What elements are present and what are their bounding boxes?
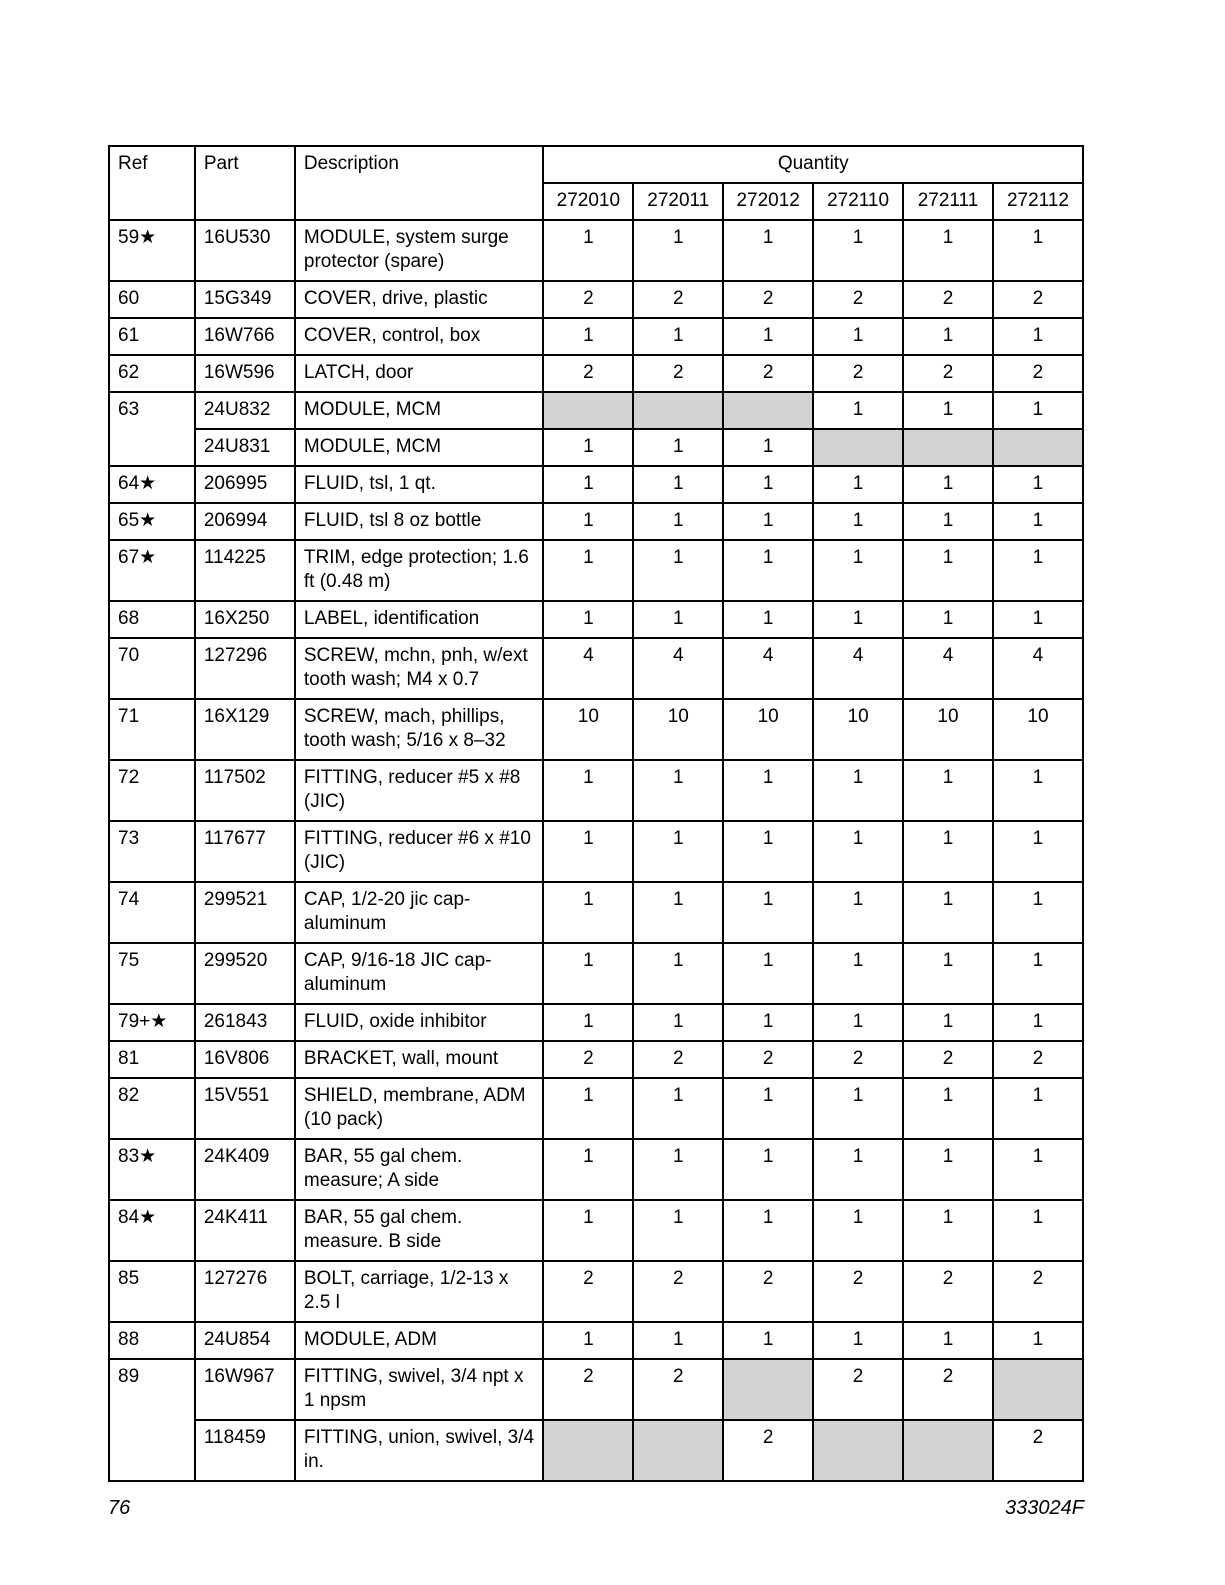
description-cell: FLUID, tsl 8 oz bottle: [295, 503, 544, 540]
quantity-cell: 2: [993, 281, 1083, 318]
quantity-cell: 1: [813, 760, 903, 821]
not-applicable-cell: [813, 429, 903, 466]
not-applicable-cell: [723, 392, 813, 429]
quantity-cell: 1: [633, 318, 723, 355]
quantity-cell: 2: [723, 281, 813, 318]
table-row: [109, 1004, 1083, 1041]
quantity-cell: 2: [633, 1359, 723, 1420]
table-row: [109, 281, 1083, 318]
part-cell: 24K409: [195, 1139, 295, 1200]
part-cell: 15G349: [195, 281, 295, 318]
quantity-cell: 1: [813, 220, 903, 281]
quantity-cell: 1: [633, 821, 723, 882]
quantity-cell: 1: [723, 503, 813, 540]
quantity-cell: 1: [903, 466, 993, 503]
part-cell: 24U831: [195, 429, 295, 466]
quantity-cell: 1: [813, 821, 903, 882]
ref-cell: 65★: [109, 503, 195, 540]
model-header: 272012: [723, 183, 813, 220]
quantity-cell: 1: [723, 220, 813, 281]
description-header: Description: [295, 146, 544, 220]
quantity-cell: 2: [993, 1261, 1083, 1322]
ref-cell: 89: [109, 1359, 195, 1481]
ref-cell: 79+★: [109, 1004, 195, 1041]
quantity-cell: 1: [723, 601, 813, 638]
quantity-cell: 1: [543, 1139, 633, 1200]
quantity-cell: 1: [543, 1322, 633, 1359]
quantity-cell: 2: [723, 355, 813, 392]
quantity-cell: 1: [813, 601, 903, 638]
quantity-cell: 1: [903, 760, 993, 821]
quantity-cell: 10: [543, 699, 633, 760]
quantity-cell: 1: [903, 318, 993, 355]
quantity-cell: 1: [903, 503, 993, 540]
quantity-cell: 2: [903, 355, 993, 392]
description-cell: FLUID, oxide inhibitor: [295, 1004, 544, 1041]
description-cell: COVER, drive, plastic: [295, 281, 544, 318]
quantity-cell: 1: [813, 1078, 903, 1139]
description-cell: MODULE, system surge protector (spare): [295, 220, 544, 281]
quantity-cell: 2: [813, 1041, 903, 1078]
quantity-cell: 1: [723, 1200, 813, 1261]
description-cell: FITTING, reducer #5 x #8 (JIC): [295, 760, 544, 821]
quantity-cell: 1: [903, 1200, 993, 1261]
table-row: [109, 1139, 1083, 1200]
description-cell: MODULE, ADM: [295, 1322, 544, 1359]
quantity-cell: 2: [903, 1041, 993, 1078]
description-cell: FLUID, tsl, 1 qt.: [295, 466, 544, 503]
description-cell: COVER, control, box: [295, 318, 544, 355]
table-row: [109, 1420, 1083, 1481]
part-header: Part: [195, 146, 295, 220]
quantity-cell: 2: [813, 281, 903, 318]
quantity-cell: 1: [813, 943, 903, 1004]
description-cell: MODULE, MCM: [295, 429, 544, 466]
quantity-cell: 2: [993, 1420, 1083, 1481]
ref-cell: 59★: [109, 220, 195, 281]
quantity-cell: 1: [633, 1004, 723, 1041]
quantity-cell: 1: [633, 601, 723, 638]
description-cell: LABEL, identification: [295, 601, 544, 638]
ref-cell: 72: [109, 760, 195, 821]
quantity-cell: 4: [723, 638, 813, 699]
quantity-cell: 10: [723, 699, 813, 760]
quantity-cell: 2: [813, 1261, 903, 1322]
ref-cell: 64★: [109, 466, 195, 503]
quantity-cell: 1: [993, 601, 1083, 638]
ref-header: Ref: [109, 146, 195, 220]
quantity-cell: 1: [633, 503, 723, 540]
quantity-cell: 1: [543, 429, 633, 466]
quantity-cell: 1: [723, 540, 813, 601]
quantity-cell: 1: [543, 466, 633, 503]
quantity-cell: 1: [723, 429, 813, 466]
quantity-cell: 1: [633, 466, 723, 503]
not-applicable-cell: [993, 1359, 1083, 1420]
quantity-cell: 1: [633, 943, 723, 1004]
quantity-cell: 2: [813, 1359, 903, 1420]
ref-cell: 71: [109, 699, 195, 760]
ref-cell: 85: [109, 1261, 195, 1322]
quantity-cell: 1: [813, 392, 903, 429]
quantity-cell: 1: [723, 466, 813, 503]
quantity-cell: 1: [903, 1322, 993, 1359]
quantity-cell: 1: [633, 1200, 723, 1261]
quantity-cell: 4: [993, 638, 1083, 699]
quantity-cell: 1: [903, 1004, 993, 1041]
description-cell: CAP, 9/16-18 JIC cap-aluminum: [295, 943, 544, 1004]
model-header: 272111: [903, 183, 993, 220]
part-cell: 117677: [195, 821, 295, 882]
description-cell: SCREW, mchn, pnh, w/ext tooth wash; M4 x 0.7: [295, 638, 544, 699]
quantity-cell: 1: [993, 943, 1083, 1004]
quantity-cell: 1: [543, 1078, 633, 1139]
part-cell: 206995: [195, 466, 295, 503]
table-row: [109, 355, 1083, 392]
quantity-cell: 1: [633, 760, 723, 821]
quantity-cell: 1: [813, 318, 903, 355]
quantity-cell: 1: [543, 760, 633, 821]
quantity-cell: 1: [813, 466, 903, 503]
quantity-cell: 2: [723, 1041, 813, 1078]
part-cell: 118459: [195, 1420, 295, 1481]
quantity-cell: 1: [543, 503, 633, 540]
description-cell: BAR, 55 gal chem. measure; A side: [295, 1139, 544, 1200]
quantity-cell: 1: [903, 943, 993, 1004]
table-row: [109, 1322, 1083, 1359]
quantity-cell: 1: [723, 1078, 813, 1139]
quantity-cell: 10: [633, 699, 723, 760]
quantity-cell: 1: [633, 1322, 723, 1359]
part-cell: 206994: [195, 503, 295, 540]
part-cell: 299521: [195, 882, 295, 943]
part-cell: 261843: [195, 1004, 295, 1041]
quantity-cell: 1: [813, 1139, 903, 1200]
table-row: [109, 1200, 1083, 1261]
model-header: 272011: [633, 183, 723, 220]
document-number: 333024F: [1005, 1497, 1084, 1519]
description-cell: FITTING, swivel, 3/4 npt x 1 npsm: [295, 1359, 544, 1420]
description-cell: SCREW, mach, phillips, tooth wash; 5/16 x 8–32: [295, 699, 544, 760]
table-row: [109, 638, 1083, 699]
description-cell: CAP, 1/2-20 jic cap-aluminum: [295, 882, 544, 943]
part-cell: 16W596: [195, 355, 295, 392]
quantity-cell: 1: [723, 318, 813, 355]
quantity-cell: 10: [813, 699, 903, 760]
ref-cell: 67★: [109, 540, 195, 601]
quantity-cell: 2: [723, 1420, 813, 1481]
quantity-cell: 1: [903, 882, 993, 943]
table-header: [109, 146, 1083, 220]
quantity-cell: 1: [723, 943, 813, 1004]
table-row: [109, 699, 1083, 760]
quantity-cell: 1: [543, 601, 633, 638]
quantity-cell: 10: [903, 699, 993, 760]
quantity-cell: 1: [993, 1322, 1083, 1359]
quantity-cell: 1: [633, 882, 723, 943]
table-row: [109, 882, 1083, 943]
quantity-cell: 1: [993, 882, 1083, 943]
quantity-cell: 1: [903, 392, 993, 429]
quantity-cell: 1: [543, 220, 633, 281]
quantity-cell: 4: [903, 638, 993, 699]
part-cell: 16V806: [195, 1041, 295, 1078]
not-applicable-cell: [633, 392, 723, 429]
table-row: [109, 466, 1083, 503]
ref-cell: 81: [109, 1041, 195, 1078]
ref-cell: 63: [109, 392, 195, 466]
ref-cell: 73: [109, 821, 195, 882]
quantity-cell: 2: [543, 1261, 633, 1322]
table-row: [109, 943, 1083, 1004]
table-row: [109, 821, 1083, 882]
not-applicable-cell: [543, 1420, 633, 1481]
ref-cell: 68: [109, 601, 195, 638]
quantity-cell: 1: [993, 318, 1083, 355]
quantity-cell: 1: [633, 540, 723, 601]
quantity-cell: 1: [723, 1322, 813, 1359]
quantity-cell: 1: [633, 429, 723, 466]
ref-cell: 84★: [109, 1200, 195, 1261]
page-number: 76: [108, 1497, 131, 1519]
quantity-cell: 1: [903, 1139, 993, 1200]
ref-cell: 62: [109, 355, 195, 392]
quantity-cell: 1: [723, 882, 813, 943]
table-row: [109, 1078, 1083, 1139]
description-cell: FITTING, reducer #6 x #10 (JIC): [295, 821, 544, 882]
description-cell: MODULE, MCM: [295, 392, 544, 429]
part-cell: 16X129: [195, 699, 295, 760]
part-cell: 24K411: [195, 1200, 295, 1261]
quantity-cell: 1: [723, 1004, 813, 1041]
table-row: [109, 760, 1083, 821]
table-row: [109, 318, 1083, 355]
part-cell: 15V551: [195, 1078, 295, 1139]
part-cell: 16U530: [195, 220, 295, 281]
quantity-cell: 2: [543, 1041, 633, 1078]
quantity-cell: 2: [543, 1359, 633, 1420]
not-applicable-cell: [903, 1420, 993, 1481]
quantity-cell: 2: [543, 281, 633, 318]
model-header: 272110: [813, 183, 903, 220]
description-cell: TRIM, edge protection; 1.6 ft (0.48 m): [295, 540, 544, 601]
ref-cell: 88: [109, 1322, 195, 1359]
quantity-cell: 2: [993, 355, 1083, 392]
part-cell: 299520: [195, 943, 295, 1004]
quantity-cell: 1: [903, 601, 993, 638]
quantity-cell: 1: [993, 220, 1083, 281]
quantity-cell: 2: [813, 355, 903, 392]
not-applicable-cell: [723, 1359, 813, 1420]
part-cell: 24U854: [195, 1322, 295, 1359]
quantity-cell: 1: [903, 220, 993, 281]
table-row: [109, 601, 1083, 638]
part-cell: 16X250: [195, 601, 295, 638]
description-cell: BAR, 55 gal chem. measure. B side: [295, 1200, 544, 1261]
quantity-cell: 1: [903, 1078, 993, 1139]
ref-cell: 70: [109, 638, 195, 699]
quantity-cell: 1: [993, 821, 1083, 882]
quantity-cell: 2: [723, 1261, 813, 1322]
table-row: [109, 220, 1083, 281]
quantity-cell: 1: [723, 1139, 813, 1200]
quantity-cell: 1: [813, 540, 903, 601]
quantity-cell: 1: [993, 540, 1083, 601]
part-cell: 127276: [195, 1261, 295, 1322]
part-cell: 127296: [195, 638, 295, 699]
quantity-cell: 10: [993, 699, 1083, 760]
table-row: [109, 503, 1083, 540]
table-row: [109, 540, 1083, 601]
quantity-cell: 1: [633, 220, 723, 281]
ref-cell: 61: [109, 318, 195, 355]
quantity-cell: 1: [993, 466, 1083, 503]
not-applicable-cell: [993, 429, 1083, 466]
quantity-cell: 2: [543, 355, 633, 392]
quantity-cell: 1: [543, 318, 633, 355]
quantity-cell: 1: [903, 821, 993, 882]
ref-cell: 82: [109, 1078, 195, 1139]
description-cell: BRACKET, wall, mount: [295, 1041, 544, 1078]
quantity-cell: 2: [993, 1041, 1083, 1078]
part-cell: 16W967: [195, 1359, 295, 1420]
quantity-cell: 2: [903, 1359, 993, 1420]
quantity-cell: 1: [723, 821, 813, 882]
table-row: [109, 1041, 1083, 1078]
description-cell: LATCH, door: [295, 355, 544, 392]
quantity-cell: 1: [993, 1004, 1083, 1041]
not-applicable-cell: [633, 1420, 723, 1481]
quantity-cell: 1: [993, 760, 1083, 821]
part-cell: 117502: [195, 760, 295, 821]
quantity-cell: 4: [813, 638, 903, 699]
not-applicable-cell: [543, 392, 633, 429]
not-applicable-cell: [813, 1420, 903, 1481]
table-row: [109, 429, 1083, 466]
quantity-cell: 1: [813, 882, 903, 943]
quantity-cell: 1: [903, 540, 993, 601]
quantity-cell: 2: [633, 1041, 723, 1078]
table-row: [109, 392, 1083, 429]
quantity-cell: 1: [633, 1078, 723, 1139]
ref-cell: 83★: [109, 1139, 195, 1200]
parts-table: [108, 145, 1084, 1482]
quantity-cell: 1: [993, 1078, 1083, 1139]
quantity-cell: 1: [993, 503, 1083, 540]
quantity-cell: 2: [633, 281, 723, 318]
quantity-cell: 1: [993, 392, 1083, 429]
quantity-cell: 2: [903, 281, 993, 318]
part-cell: 114225: [195, 540, 295, 601]
not-applicable-cell: [903, 429, 993, 466]
quantity-cell: 1: [543, 540, 633, 601]
quantity-cell: 1: [543, 1004, 633, 1041]
model-header: 272112: [993, 183, 1083, 220]
quantity-cell: 1: [633, 1139, 723, 1200]
quantity-cell: 1: [993, 1139, 1083, 1200]
quantity-cell: 2: [633, 355, 723, 392]
quantity-cell: 1: [543, 882, 633, 943]
quantity-cell: 2: [903, 1261, 993, 1322]
quantity-cell: 1: [543, 821, 633, 882]
table-body: [109, 220, 1083, 1481]
quantity-cell: 4: [543, 638, 633, 699]
ref-cell: 60: [109, 281, 195, 318]
quantity-cell: 4: [633, 638, 723, 699]
description-cell: SHIELD, membrane, ADM (10 pack): [295, 1078, 544, 1139]
quantity-cell: 1: [813, 1004, 903, 1041]
quantity-cell: 1: [993, 1200, 1083, 1261]
quantity-cell: 1: [723, 760, 813, 821]
description-cell: FITTING, union, swivel, 3/4 in.: [295, 1420, 544, 1481]
description-cell: BOLT, carriage, 1/2-13 x 2.5 l: [295, 1261, 544, 1322]
model-header: 272010: [543, 183, 633, 220]
quantity-cell: 1: [543, 1200, 633, 1261]
quantity-header: Quantity: [543, 146, 1083, 183]
part-cell: 24U832: [195, 392, 295, 429]
table-row: [109, 1359, 1083, 1420]
part-cell: 16W766: [195, 318, 295, 355]
quantity-cell: 1: [813, 1200, 903, 1261]
ref-cell: 75: [109, 943, 195, 1004]
table-row: [109, 1261, 1083, 1322]
quantity-cell: 1: [813, 1322, 903, 1359]
quantity-cell: 1: [543, 943, 633, 1004]
quantity-cell: 1: [813, 503, 903, 540]
quantity-cell: 2: [633, 1261, 723, 1322]
ref-cell: 74: [109, 882, 195, 943]
